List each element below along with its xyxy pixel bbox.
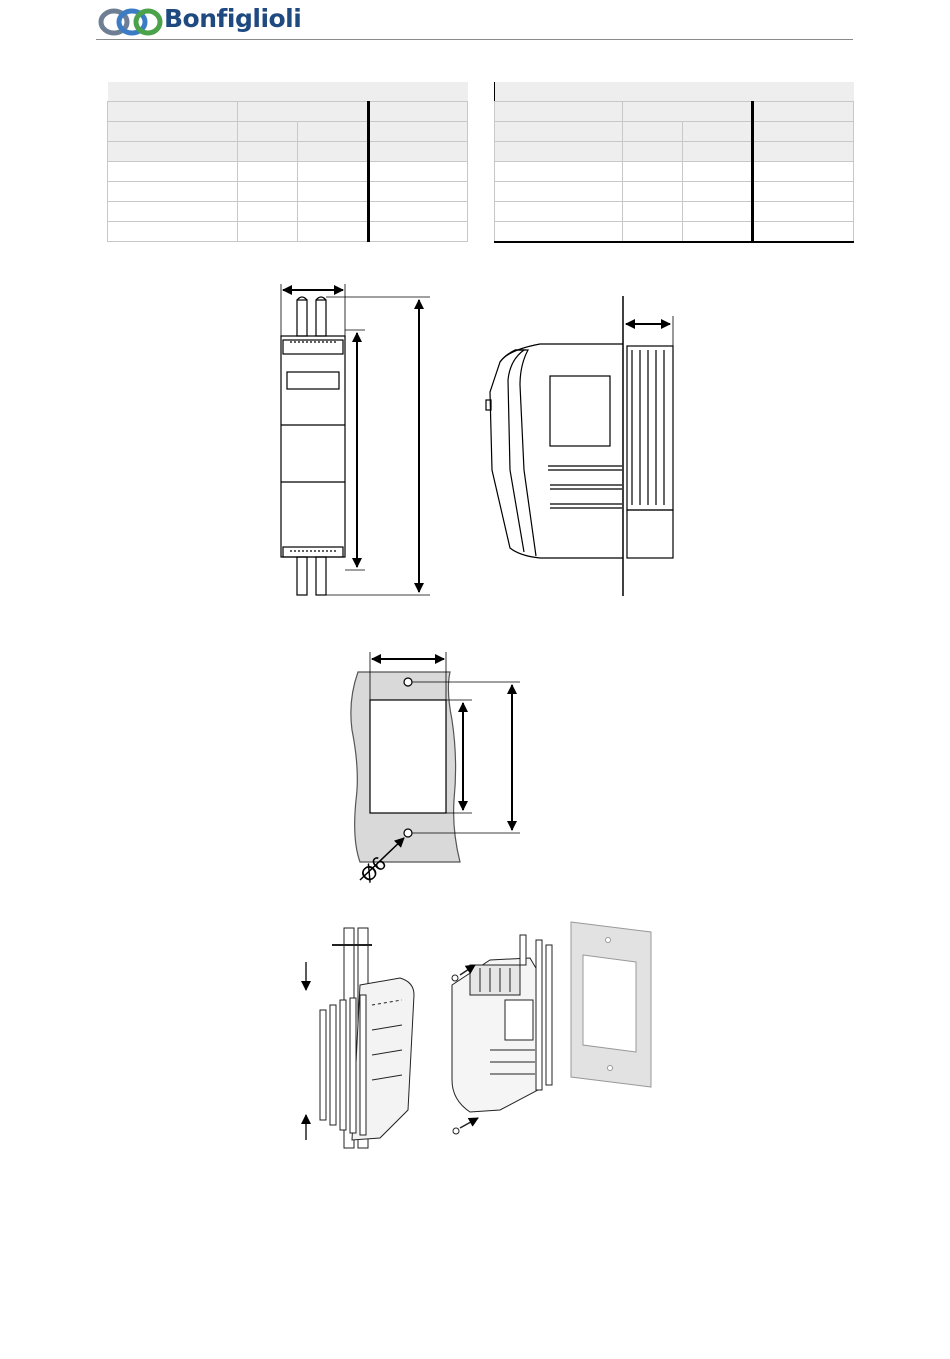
brand-name: Bonfiglioli [164, 4, 302, 33]
mounting-template-drawing [351, 652, 520, 880]
side-view-drawing [486, 296, 673, 596]
installation-illustration [306, 922, 651, 1148]
front-view-drawing [281, 284, 430, 595]
hole-diameter-label: Ø6 [356, 852, 391, 888]
